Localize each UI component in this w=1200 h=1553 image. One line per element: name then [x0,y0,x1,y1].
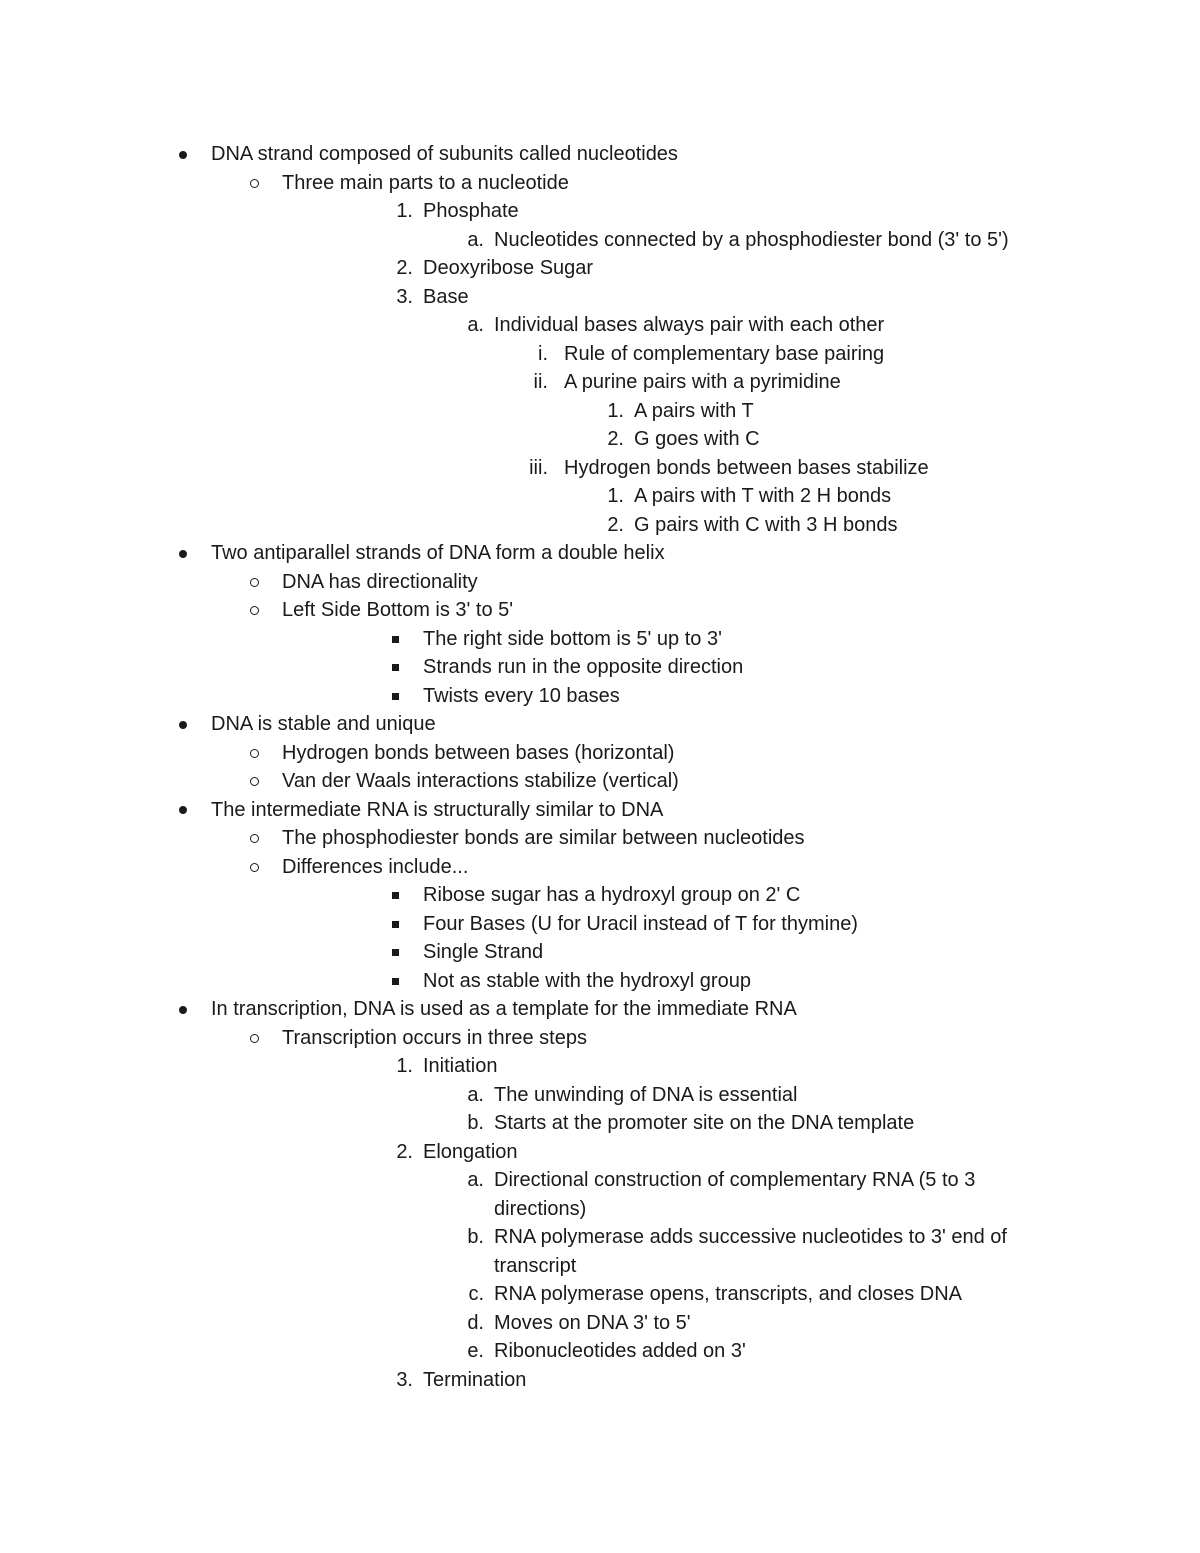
outline-item [0,482,1200,511]
bullet-circle-icon [240,1024,268,1053]
outline-item [0,938,1200,967]
bullet-disc-icon [169,796,197,825]
outline-item-text: Elongation [423,1140,518,1163]
list-number: ii. [533,371,548,393]
outline-item-text: Moves on DNA 3' to 5' [494,1311,691,1334]
outline-item-text: Nucleotides connected by a phosphodiester bond (3' to 5') [494,228,1009,251]
outline-item-text: The intermediate RNA is structurally similar to DNA [211,798,664,821]
bullet-disc-icon [169,995,197,1024]
list-number: 1. [396,1055,413,1077]
outline-item-text: Transcription occurs in three steps [282,1026,587,1049]
outline-item [0,710,1200,739]
outline-item [0,995,1200,1024]
outline-item [0,910,1200,939]
list-number: i. [538,342,548,365]
outline-item-text: Not as stable with the hydroxyl group [423,969,751,992]
outline-item-text: Single Strand [423,941,544,963]
outline-item [0,967,1200,996]
outline-item [0,739,1200,768]
outline-item-text: G goes with C [634,428,760,450]
outline-item [0,1109,1200,1138]
outline-item [0,1081,1200,1110]
notes-outline [0,140,1200,1394]
bullet-circle-icon [240,853,268,882]
outline-item-text: Rule of complementary base pairing [564,342,885,365]
outline-item [0,425,1200,454]
list-number: a. [467,1169,484,1191]
outline-item [0,1366,1200,1395]
bullet-disc-icon [169,710,197,739]
outline-item [0,1280,1200,1309]
outline-item-text: Individual bases always pair with each other [494,314,885,336]
list-number: a. [467,228,484,251]
outline-item [0,596,1200,625]
outline-item-text: RNA polymerase adds successive nucleotides to 3' end of transcript [494,1226,1007,1277]
outline-item-text: DNA is stable and unique [211,713,436,735]
bullet-circle-icon [240,568,268,597]
outline-item [0,226,1200,255]
bullet-circle-icon [240,824,268,853]
outline-item-text: Three main parts to a nucleotide [282,171,569,194]
bullet-square-icon [381,682,409,711]
list-number: b. [467,1226,484,1248]
list-number: b. [467,1112,484,1134]
outline-item-text: Initiation [423,1055,498,1077]
outline-item [0,853,1200,882]
outline-item-text: Starts at the promoter site on the DNA template [494,1112,915,1134]
outline-item-text: The phosphodiester bonds are similar between nucleotides [282,827,805,849]
list-number: iii. [529,456,548,479]
list-number: 2. [607,428,624,450]
list-number: 1. [607,399,624,422]
outline-item [0,197,1200,226]
list-number: 2. [396,1140,413,1163]
outline-item [0,283,1200,312]
bullet-square-icon [381,653,409,682]
list-number: a. [467,1083,484,1106]
outline-item [0,169,1200,198]
outline-item-text: DNA has directionality [282,570,478,593]
bullet-square-icon [381,881,409,910]
outline-item-text: Ribose sugar has a hydroxyl group on 2' C [423,884,801,906]
outline-item-text: Left Side Bottom is 3' to 5' [282,599,514,621]
bullet-disc-icon [169,140,197,169]
outline-item-text: Base [423,285,469,308]
outline-item-text: Strands run in the opposite direction [423,656,744,678]
outline-item-text: Deoxyribose Sugar [423,257,594,279]
list-number: 3. [396,285,413,308]
outline-item [0,1166,1200,1223]
outline-item-text: Hydrogen bonds between bases (horizontal) [282,741,675,764]
list-number: 2. [607,513,624,536]
outline-item [0,1309,1200,1338]
outline-item [0,682,1200,711]
bullet-circle-icon [240,596,268,625]
bullet-square-icon [381,625,409,654]
bullet-square-icon [381,967,409,996]
list-number: c. [468,1283,484,1305]
outline-item-text: G pairs with C with 3 H bonds [634,513,898,536]
bullet-disc-icon [169,539,197,568]
outline-item-text: In transcription, DNA is used as a template for the immediate RNA [211,998,797,1020]
bullet-circle-icon [240,739,268,768]
outline-item [0,454,1200,483]
bullet-square-icon [381,938,409,967]
outline-item [0,140,1200,169]
list-number: e. [467,1340,484,1362]
bullet-circle-icon [240,767,268,796]
outline-item-text: A purine pairs with a pyrimidine [564,371,841,393]
outline-item [0,311,1200,340]
outline-item-text: A pairs with T [634,399,754,422]
outline-item [0,1138,1200,1167]
list-number: a. [467,314,484,336]
outline-item [0,397,1200,426]
outline-item-text: Phosphate [423,200,519,222]
outline-item [0,881,1200,910]
outline-item [0,340,1200,369]
outline-item-text: Four Bases (U for Uracil instead of T for thymine) [423,912,858,935]
outline-item [0,254,1200,283]
outline-item-text: DNA strand composed of subunits called nucleotides [211,143,678,165]
list-number: 2. [396,257,413,279]
outline-item-text: Directional construction of complementary RNA (5 to 3 directions) [494,1169,976,1220]
outline-item-text: Ribonucleotides added on 3' [494,1340,746,1362]
outline-item-text: Van der Waals interactions stabilize (vertical) [282,770,679,792]
outline-item [0,796,1200,825]
list-number: d. [467,1311,484,1334]
outline-item [0,368,1200,397]
outline-item [0,625,1200,654]
list-number: 1. [607,485,624,507]
outline-item [0,1337,1200,1366]
outline-item-text: RNA polymerase opens, transcripts, and closes DNA [494,1283,962,1305]
outline-item-text: A pairs with T with 2 H bonds [634,485,892,507]
outline-item [0,511,1200,540]
list-number: 3. [396,1368,413,1391]
outline-item [0,539,1200,568]
outline-item-text: The unwinding of DNA is essential [494,1083,798,1106]
bullet-circle-icon [240,169,268,198]
outline-item-text: Two antiparallel strands of DNA form a double helix [211,542,665,564]
outline-item [0,568,1200,597]
outline-item [0,1052,1200,1081]
outline-item [0,767,1200,796]
outline-item-text: Termination [423,1368,527,1391]
bullet-square-icon [381,910,409,939]
outline-item-text: The right side bottom is 5' up to 3' [423,627,722,650]
outline-item-text: Hydrogen bonds between bases stabilize [564,456,929,479]
outline-item [0,824,1200,853]
outline-item-text: Differences include... [282,855,469,878]
list-number: 1. [396,200,413,222]
outline-item [0,1223,1200,1280]
outline-item [0,653,1200,682]
outline-item [0,1024,1200,1053]
outline-item-text: Twists every 10 bases [423,684,620,707]
